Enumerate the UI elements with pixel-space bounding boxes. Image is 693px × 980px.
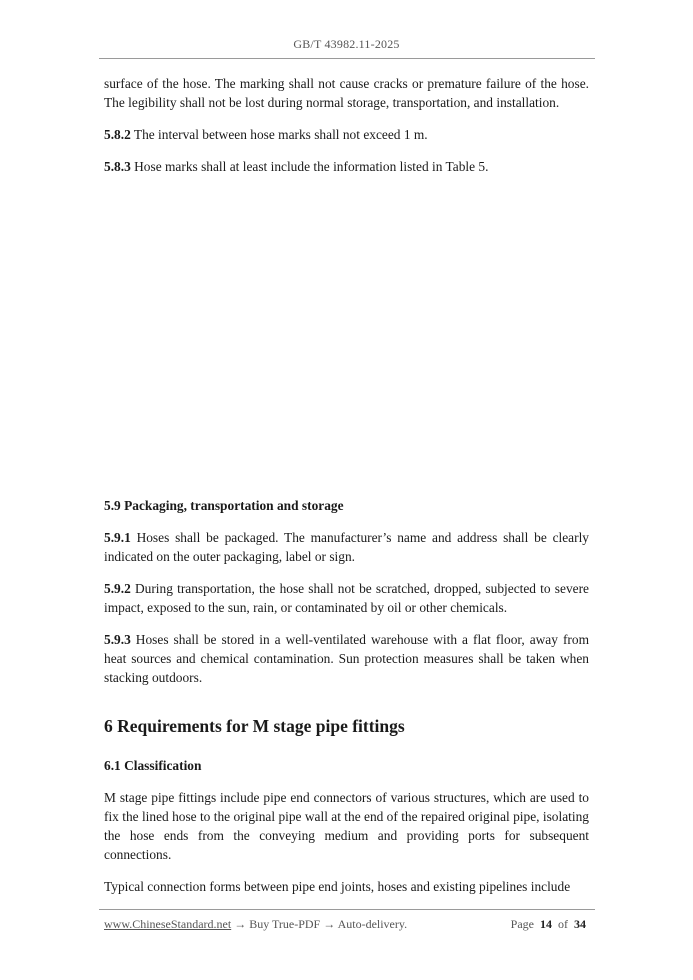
clause-5-9-3 [104,630,589,687]
clause-text: Hoses shall be stored in a well-ventilated warehouse with a flat floor, away from heat sources and chemical contamination. Sun protection measures shall be taken when stacking outdoors. [104,632,589,685]
page-counter: Page 14 of 34 [510,917,586,931]
section-5-9-heading: 5.9 Packaging, transportation and storage [104,498,344,513]
page-content [104,74,589,896]
footer-tagline: → Buy True-PDF → Auto-delivery. [231,917,408,931]
clause-text: Hose marks shall at least include the information listed in Table 5. [130,159,489,174]
footer-divider [99,909,595,910]
clause-text: Hoses shall be packaged. The manufacturer’s name and address shall be clearly indicated on the outer packaging, label or sign. [104,530,589,564]
header-divider [99,58,595,59]
table-placeholder-space [104,176,589,496]
clause-5-9-2 [104,579,589,617]
total-pages: 34 [574,917,586,931]
clause-number: 5.9.3 [104,632,131,647]
clause-text: The interval between hose marks shall not exceed 1 m. [130,127,428,142]
website-link[interactable]: www.ChineseStandard.net [104,917,232,931]
paragraph-6-1-b: Typical connection forms between pipe end joints, hoses and existing pipelines include [104,879,571,894]
footer-left [104,917,407,932]
document-code-header: GB/T 43982.11-2025 [293,37,400,51]
clause-5-9-1 [104,528,589,566]
continued-paragraph: surface of the hose. The marking shall not cause cracks or premature failure of the hose. The legibility shall not be lost during normal storage, transportation, and installation. [104,76,589,110]
clause-number: 5.8.3 [104,159,131,174]
chapter-6-heading: 6 Requirements for M stage pipe fittings [104,716,405,736]
page-footer [104,917,586,932]
clause-5-8-2 [104,125,589,144]
paragraph-6-1-a: M stage pipe fittings include pipe end connectors of various structures, which are used to fix the lined hose to the original pipe wall at the end of the repaired original pipe, isolating the hose ends from the conveying medium and providing ports for subsequent connections. [104,790,589,862]
clause-text: During transportation, the hose shall not be scratched, dropped, subjected to severe impact, exposed to the sun, rain, or contaminated by oil or other chemicals. [104,581,589,615]
current-page: 14 [540,917,552,931]
clause-5-8-3 [104,157,589,176]
clause-number: 5.9.1 [104,530,131,545]
clause-number: 5.9.2 [104,581,131,596]
clause-number: 5.8.2 [104,127,131,142]
section-6-1-heading: 6.1 Classification [104,758,202,773]
